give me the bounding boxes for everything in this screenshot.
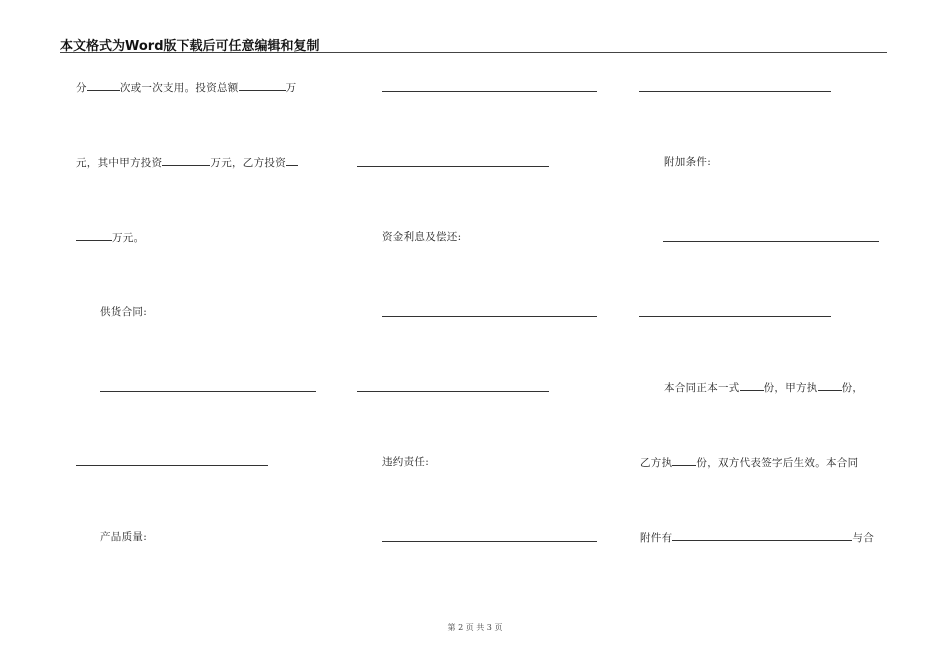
text-fen-comma: 份， [841,382,864,394]
col1-row2 [76,155,298,170]
col3-row6 [640,455,858,470]
blank-line [162,155,210,166]
blank-line [239,80,286,91]
blank-line [672,530,852,541]
blank-line [382,316,597,317]
label-product-quality: 产品质量: [100,531,148,543]
label-additional-conditions: 附加条件: [664,156,712,168]
blank-line [639,316,831,317]
blank-line [382,91,597,92]
blank-line [672,455,696,466]
label-capital-interest: 资金利息及偿还: [382,231,462,243]
text-wan: 万 [285,82,297,94]
label-breach-liability: 违约责任: [382,456,430,468]
blank-line [357,166,549,167]
blank-line [87,80,120,91]
text-party-b-investment: 万元，乙方投资 [210,157,287,169]
page-number: 第 2 页 共 3 页 [447,623,503,632]
blank-line [740,380,764,391]
blank-line [286,155,298,166]
blank-line [357,391,549,392]
document-header-title: 本文格式为Word版下载后可任意编辑和复制 [60,39,320,54]
col1-row1 [76,80,296,95]
text-party-a-investment: 元，其中甲方投资 [76,157,163,169]
text-party-a-holds: 份，甲方执 [763,382,818,394]
blank-line [663,241,879,242]
blank-line [76,230,112,241]
text-fen: 分 [76,82,87,94]
text-effective-clause: 份，双方代表签字后生效。本合同 [696,457,859,469]
blank-line [382,541,597,542]
blank-line [639,91,831,92]
blank-line [818,380,842,391]
blank-line [100,391,316,392]
text-contract-copies: 本合同正本一式 [664,382,740,394]
col3-row7 [640,530,874,545]
text-attachments: 附件有 [640,532,673,544]
header-divider [60,52,887,53]
col1-row3 [76,230,144,245]
text-wan-yuan: 万元。 [112,232,145,244]
text-total-investment: 次或一次支用。投资总额 [119,82,239,94]
text-yu-he: 与合 [852,532,875,544]
blank-line [76,465,268,466]
col3-row5 [664,380,863,395]
text-party-b-holds: 乙方执 [640,457,673,469]
label-supply-contract: 供货合同: [100,306,148,318]
